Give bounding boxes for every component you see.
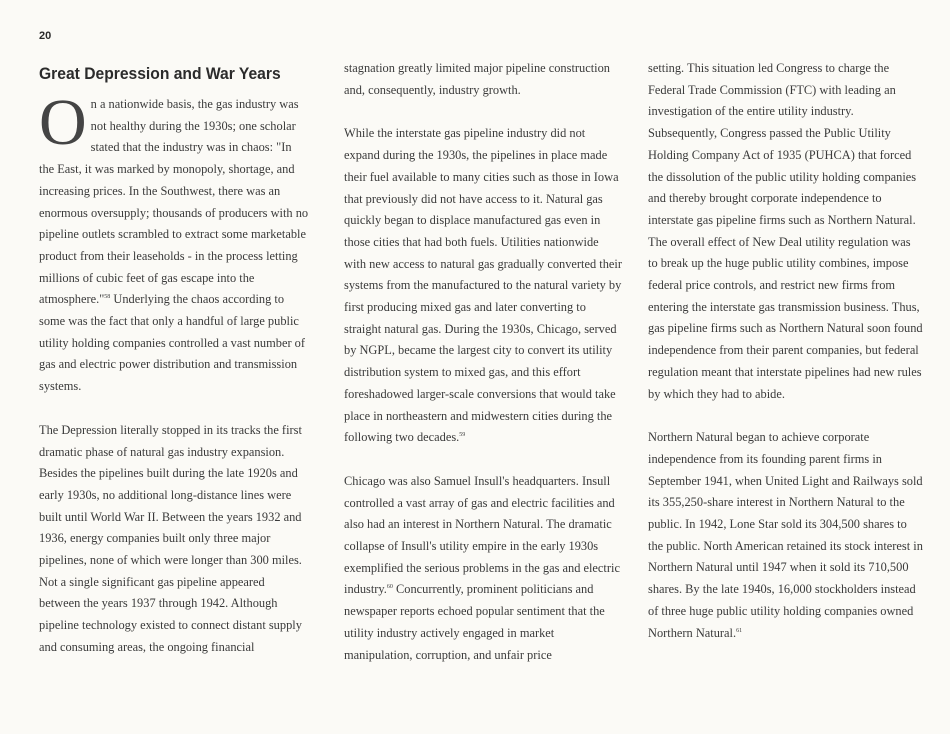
- paragraph-text: Chicago was also Samuel Insull's headquarters. Insull controlled a vast array of gas and electric facilities and also had an interest in Northern Natural. The dramatic collapse of Insull's utility empire in the early 1930s exemplified the serious problems in the gas and electric industry.: [344, 473, 620, 597]
- footnote-marker: 60: [386, 584, 393, 591]
- footnote-marker: 61: [736, 627, 743, 634]
- footnote-marker: 58: [104, 294, 111, 301]
- paragraph: [344, 123, 622, 449]
- paragraph-text: Underlying the chaos according to some was the fact that only a handful of large public utility holding companies controlled a vast number of gas and electric power distribution and transmission systems.: [39, 292, 305, 394]
- footnote-marker: 59: [459, 432, 466, 439]
- section-heading: Great Depression and War Years: [39, 64, 281, 83]
- column-left: [39, 62, 309, 681]
- paragraph-text: Concurrently, prominent politicians and newspaper reports echoed popular sentiment that the utility industry actively engaged in market manipulation, corruption, and unfair price: [344, 582, 605, 662]
- paragraph: setting. This situation led Congress to charge the Federal Trade Commission (FTC) with leading an investigation of the entire utility industry. Subsequently, Congress passed the Public Utility Holding Company Act of 1935 (PUHCA) that forced the dissolution of the public utility holding companies and thereby brought corporate independence to interstate gas pipeline firms such as Northern Natural. The overall effect of New Deal utility regulation was to break up the huge public utility combines, impose federal price controls, and restrict new firms from entering the interstate gas transmission business. Thus, gas pipeline firms such as Northern Natural soon found independence from their parent companies, but federal regulation meant that interstate pipelines had new rules by which they had to abide.: [648, 61, 923, 401]
- page-number: 20: [39, 30, 52, 42]
- paragraph: [648, 427, 923, 644]
- paragraph-text: While the interstate gas pipeline industry did not expand during the 1930s, the pipelines in place made their fuel available to many cities such as those in Iowa that previously did not have access to it. Natural gas quickly began to displace manufactured gas even in those cities that had both fuels. Utilities nationwide with new access to natural gas gradually converted their systems from the manufactured to the natural variety by first producing mixed gas and later converting to straight natural gas. During the 1930s, Chicago, served by NGPL, became the largest city to convert its utility distribution system to mixed gas, and this effort foreshadowed larger-scale conversions that would take place in northeastern and midwestern cities during the following two decades.: [344, 126, 622, 445]
- paragraph-intro: [39, 86, 309, 398]
- paragraph-text: Northern Natural began to achieve corporate independence from its founding parent firms in September 1941, when United Light and Railways sold its 355,250-share interest in Northern Natural to the public. In 1942, Lone Star sold its 304,500 shares to the public. North American retained its stock interest in Northern Natural until 1947 when it sold its 710,500 shares. By the late 1940s, 16,000 stockholders instead of three huge public utility holding companies owned Northern Natural.: [648, 430, 923, 640]
- column-middle: [344, 58, 622, 688]
- column-right: [648, 58, 923, 666]
- paragraph: [344, 471, 622, 666]
- paragraph: The Depression literally stopped in its tracks the first dramatic phase of natural gas industry expansion. Besides the pipelines built during the late 1920s and early 1930s, no additional long-distance lines were built until World War II. Between the years 1932 and 1936, energy companies built only three major pipelines, none of which were longer than 300 miles. Not a single significant gas pipeline appeared between the years 1937 through 1942. Although pipeline technology existed to connect distant supply and consuming areas, the ongoing financial: [39, 422, 302, 654]
- drop-cap: O: [39, 86, 87, 159]
- paragraph: stagnation greatly limited major pipeline construction and, consequently, industry growth.: [344, 61, 610, 97]
- paragraph-text: n a nationwide basis, the gas industry was not healthy during the 1930s; one scholar stated that the industry was in chaos: "In the East, it was marked by monopoly, shortage, and increasing prices. In the Southwest, there was an enormous oversupply; thousands of producers with no pipeline outlets scrambled to extract some marketable product from their leaseholds - in the process letting millions of cubic feet of gas escape into the atmosphere.": [39, 97, 309, 307]
